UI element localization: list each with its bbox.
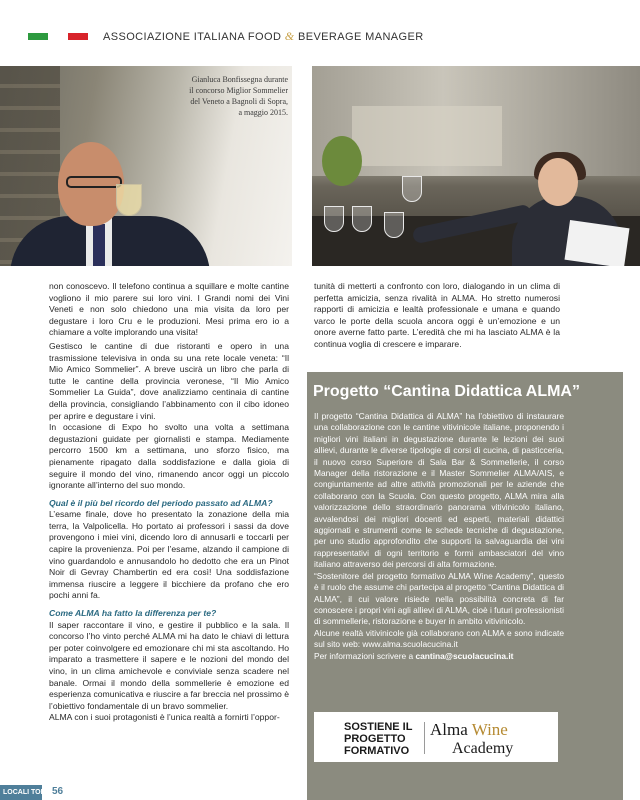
article-column-right [314,281,560,351]
logo-text-line: FORMATIVO [344,745,410,757]
logo-academy-wordmark: Academy [452,740,514,757]
sidebar-box-contact [314,651,564,662]
sidebar-box-paragraph: Il progetto “Cantina Didattica di ALMA” ha l’obiettivo di instaurare una collaborazione con le cantine vitivinicole italiane, proponendo i migliori vini italiani in degustazione durante le lezioni dei suoi allievi, durante le diverse tipologie di corsi di cucina, di pasticceria, il nuovo corso Superiore di Sala Bar & Sommellerie, il corso Manager della ristorazione e il Master Sommelier ALMA/AIS, e congiuntamente ad altre attività promozionali per le aziende che collaborano con la Scuola. Con questo progetto, ALMA mira alla valorizzazione dello straordinario panorama vitivinicolo italiano, avvalendosi dei migliori docenti ed esperti, materiali didattici aggiornati e strumenti come le schede tecniche di degustazione, per uno studio approfondito che supporti la salvaguardia dei vini rappresentativi di ogni territorio e formi ambasciatori del vino italiano attraverso dei percorsi di alta formazione. [314,411,564,570]
article-column-left [49,281,289,724]
article-paragraph: tunità di metterti a confronto con loro, dialogando in un clima di perfetta amicizia, senza rivalità in ALMA. Ho stretto numerosi rapporti di amicizia e lealtà professionale e umana e quando varco le porte della scuola ancora oggi è un’emozione e un onore averne fatto parte. L’eredità che mi ha lasciato ALMA è la continua voglia di crescere e imparare. [314,281,560,349]
caption-line: il concorso Miglior Sommelier [189,86,288,95]
alma-wine-academy-logo [314,712,558,762]
header-title-part2: BEVERAGE MANAGER [297,31,424,43]
sidebar-box-paragraph: Alcune realtà vitivinicole già collaborano con ALMA e sono indicate sul sito web: www.alma.scuolacucina.it [314,627,564,650]
sidebar-box-body [314,411,564,662]
photo1-wine-glass [116,184,142,216]
photo2-head [538,158,578,206]
photo2-wine-glass [324,206,344,232]
article-paragraph: non conoscevo. Il telefono continua a squillare e molte cantine vogliono il mio parere sui loro vini. I Grandi nomi dei Vini Veneti e non solo chiedono una mia visita da loro per degustare i loro Cru e le produzioni. Mesi prima ero io a chiamare a volte implorando una visita! [49,281,289,338]
photo2-plant [322,136,362,186]
article-paragraph: Il saper raccontare il vino, e gestire il pubblico e la sala. Il concorso l’ho vinto perché ALMA mi ha dato le chiavi di lettura per poter coinvolgere ed emozionare chi mi sta ascoltando. Ho imparato a trasmettere il sapere e le nozioni del mondo del vino, in un clima amichevole e conviviale senza scadere nel banale. Ormai il mondo della sommellerie è emozione ed esperienza comunicativa e riuscire a far breccia nel prossimo è l’obiettivo fondamentale di un bravo sommelier. [49,619,289,711]
caption-line: a maggio 2015. [238,108,288,117]
photo2-decanter-glass [402,176,422,202]
header-ampersand: & [284,29,295,43]
photo2-napkin [565,220,630,266]
photo1-eyeglasses [66,176,122,188]
photo-sommelier-pouring [312,66,640,266]
article-paragraph: L’esame finale, dove ho presentato la zonazione della mia terra, la Valpolicella. Ho portato ai professori i sassi da dove provengono i miei vini, dicendo loro di annusarli e toccarli per capire la provenienza. Poi per l’esame, alzando il campione di vino guardandolo e annusandolo ho dedotto che era un Pinot Noir di Gevray Chambertin ed era così! Una soddisfazione immensa riuscire a leggere il bicchiere da profano che ero pochi anni fa. [49,509,289,601]
interview-question: Qual è il più bel ricordo del periodo passato ad ALMA? [49,497,273,508]
interview-question: Come ALMA ha fatto la differenza per te? [49,608,217,619]
sidebar-box-title: Progetto “Cantina Didattica ALMA” [313,383,580,400]
article-paragraph: ALMA con i suoi protagonisti è l’unica realtà a fornirti l’oppor- [49,712,280,723]
article-paragraph: Gestisco le cantine di due ristoranti e opero in una trasmissione televisiva in onda su una rete locale veneta: “Il Mio Amico Sommelier”. A breve uscirà un libro che parla di tutte le cantine della provincia veronese, “Il Mio Amico Sommelier La Guida”, dove analizziamo centinaia di cantine della provincia, consigliando l’abbinamento con il cibo idoneo per aprire e degustare i vini. [49,340,289,421]
logo-alma-wordmark [430,720,508,740]
page-number: 56 [52,786,64,797]
article-paragraph: In occasione di Expo ho svolto una volta a settimana degustazioni guidate per giornalisti e stampa. Mediamente percorro 1500 km a settimana, uno sforzo fisico, ma pienamente ripagato dalla soddisfazione e dalla gioia di seguire il mondo del vino, rimanendo ancor oggi un piccolo ignorante all’interno del suo mondo. [49,422,289,491]
logo-alma: Alma [430,720,472,739]
logo-text-line: PROGETTO [344,733,406,745]
caption-line: Gianluca Bonfissegna durante [191,75,288,84]
header-title-part1: ASSOCIAZIONE ITALIANA FOOD [103,31,282,43]
flag-red-stripe [68,33,88,40]
sidebar-box-paragraph: “Sostenitore del progetto formativo ALMA Wine Academy”, questo è il ruolo che assume chi partecipa al progetto “Cantina Didattica di ALMA”, il cui valore risiede nella possibilità concreta di far conoscere i propri vini agli allievi di ALMA, cioè i futuri professionisti di sommellerie, ristorazione e buyer in ambito vitivinicolo. [314,570,564,627]
contact-prefix: Per informazioni scrivere a [314,650,416,661]
photo2-wine-glass [352,206,372,232]
logo-text-line: SOSTIENE IL [344,721,413,733]
logo-wine: Wine [471,720,508,739]
photo2-wine-glass [384,212,404,238]
header-title [103,29,424,44]
footer-section-tab: LOCALI TOP [0,785,42,800]
logo-divider [424,722,425,754]
flag-green-stripe [28,33,48,40]
contact-email-link[interactable]: cantina@scuolacucina.it [415,650,514,661]
photo1-tie [93,224,105,266]
photo1-caption [148,74,288,118]
photo2-window [352,106,502,166]
caption-line: del Veneto a Bagnoli di Sopra, [190,97,288,106]
